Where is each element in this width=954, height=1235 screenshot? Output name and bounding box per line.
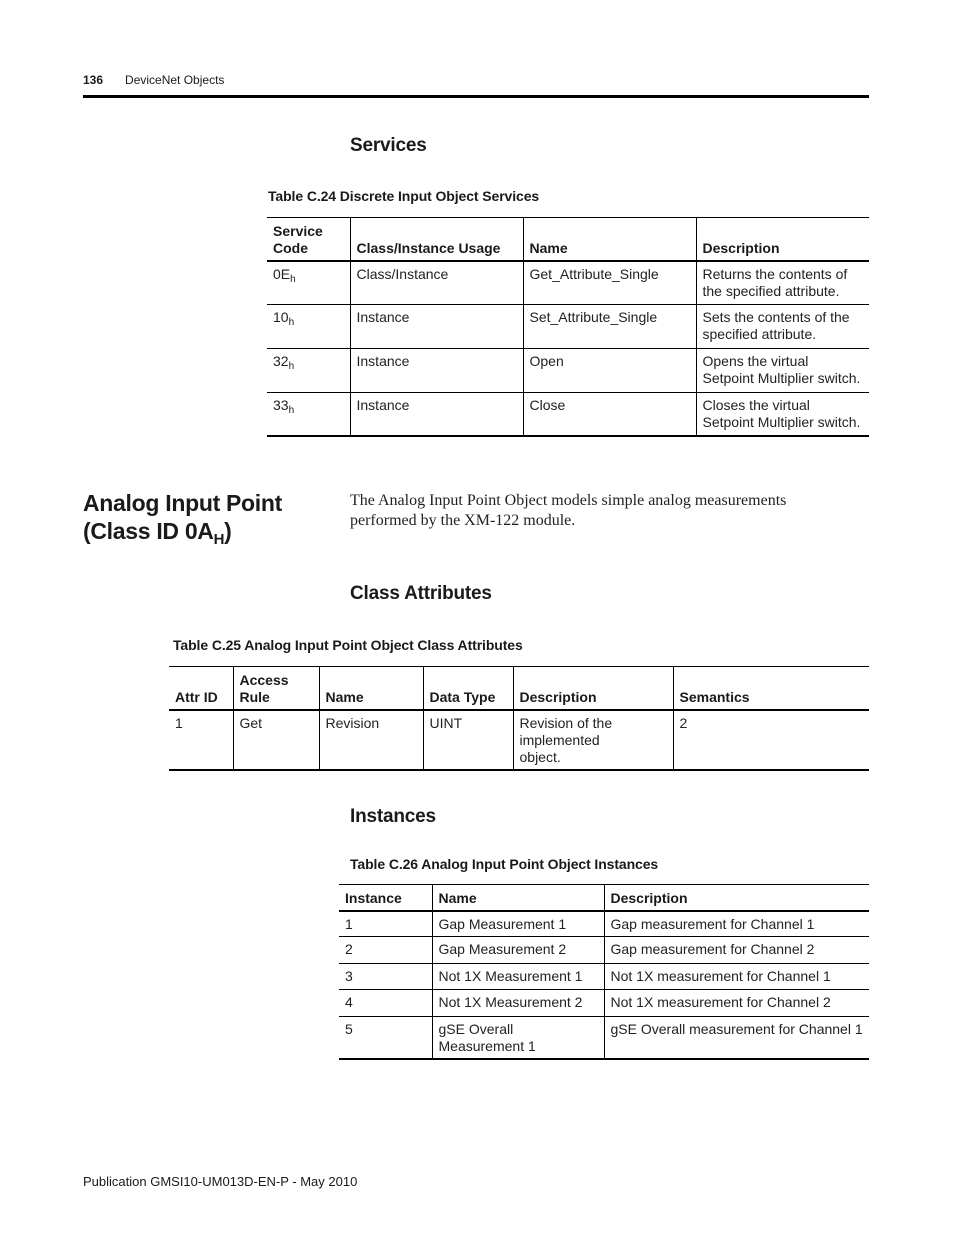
page-header	[83, 73, 224, 87]
services-table	[267, 217, 869, 437]
description-cell: Not 1X measurement for Channel 2	[604, 990, 869, 1017]
class-id-text: (Class ID 0A	[83, 518, 214, 544]
column-header: Description	[513, 667, 673, 710]
service-code: 33	[273, 397, 289, 413]
class-attributes-heading: Class Attributes	[350, 583, 492, 604]
intro-paragraph: The Analog Input Point Object models simple analog measurements performed by the XM-122 module.	[350, 492, 787, 529]
header-rule	[83, 95, 869, 98]
column-header: Name	[432, 885, 604, 911]
services-table-caption: Table C.24 Discrete Input Object Services	[268, 188, 540, 204]
section-title-line1: Analog Input Point	[83, 490, 283, 516]
service-code-cell	[267, 305, 350, 349]
table-header-row	[339, 885, 869, 911]
description-cell: Gap measurement for Channel 1	[604, 911, 869, 937]
data-type-cell: UINT	[423, 710, 513, 770]
column-header: Class/Instance Usage	[350, 218, 523, 261]
services-heading: Services	[350, 135, 427, 156]
description-cell: Revision of the implemented object.	[513, 710, 673, 770]
column-header: Name	[319, 667, 423, 710]
table-header-row	[169, 667, 869, 710]
hex-subscript: h	[288, 405, 295, 416]
column-header: Instance	[345, 889, 402, 906]
description-cell: Closes the virtual Setpoint Multiplier switch.	[696, 393, 869, 436]
table-row	[339, 937, 869, 964]
instance-cell: 3	[345, 968, 353, 984]
usage-cell: Instance	[350, 393, 523, 436]
column-header: Description	[696, 218, 869, 261]
table-row	[339, 911, 869, 937]
name-cell: Not 1X Measurement 1	[432, 964, 604, 990]
name-cell: Revision	[319, 710, 423, 770]
column-header: Data Type	[423, 667, 513, 710]
table-row	[267, 349, 869, 393]
hex-subscript: H	[213, 531, 225, 548]
table-row	[169, 710, 869, 770]
column-header: Access Rule	[233, 667, 319, 710]
name-cell: Gap Measurement 1	[432, 911, 604, 937]
description-cell: Returns the contents of the specified attribute.	[696, 261, 869, 305]
instances-table-caption: Table C.26 Analog Input Point Object Instances	[350, 856, 659, 872]
usage-cell: Class/Instance	[350, 261, 523, 305]
class-attributes-table	[169, 666, 869, 771]
column-header: Semantics	[673, 667, 869, 710]
instance-cell: 1	[345, 915, 353, 932]
table-header-row	[267, 218, 869, 261]
class-attributes-table-caption: Table C.25 Analog Input Point Object Class Attributes	[173, 637, 523, 653]
closing-paren: )	[224, 518, 232, 544]
access-rule-cell: Get	[233, 710, 319, 770]
table-row	[267, 305, 869, 349]
running-section-title: DeviceNet Objects	[125, 73, 225, 87]
description-cell: Opens the virtual Setpoint Multiplier switch.	[696, 349, 869, 393]
service-code-cell	[267, 393, 350, 436]
service-code-cell	[267, 261, 350, 305]
section-title-line2	[83, 517, 282, 548]
name-cell: Set_Attribute_Single	[523, 305, 696, 349]
instance-cell: 4	[345, 994, 353, 1010]
service-code: 32	[273, 353, 289, 369]
service-code: 0E	[273, 265, 291, 282]
usage-cell: Instance	[350, 349, 523, 393]
instances-heading: Instances	[350, 806, 436, 827]
hex-subscript: h	[290, 273, 296, 285]
name-cell: Close	[523, 393, 696, 436]
table-row	[267, 393, 869, 436]
attr-id-cell: 1	[175, 714, 183, 731]
description-cell: Sets the contents of the specified attribute.	[696, 305, 869, 349]
hex-subscript: h	[288, 361, 295, 372]
instance-cell: 2	[345, 941, 353, 957]
instance-cell: 5	[345, 1021, 353, 1037]
column-header: Name	[523, 218, 696, 261]
description-cell: Gap measurement for Channel 2	[604, 937, 869, 964]
column-header: Description	[604, 885, 869, 911]
table-row	[339, 990, 869, 1017]
service-code: 10	[273, 309, 289, 325]
table-row	[267, 261, 869, 305]
hex-subscript: h	[288, 317, 295, 328]
semantics-cell: 2	[673, 710, 869, 770]
name-cell: gSE Overall Measurement 1	[432, 1017, 604, 1060]
usage-cell: Instance	[350, 305, 523, 349]
name-cell: Open	[523, 349, 696, 393]
section-title	[83, 489, 283, 548]
column-header: Attr ID	[175, 688, 218, 705]
description-cell: Not 1X measurement for Channel 1	[604, 964, 869, 990]
publication-footer: Publication GMSI10-UM013D-EN-P - May 2010	[83, 1174, 358, 1189]
column-header: Service Code	[273, 222, 323, 256]
service-code-cell	[267, 349, 350, 393]
description-cell: gSE Overall measurement for Channel 1	[604, 1017, 869, 1060]
table-row	[339, 1017, 869, 1060]
page-number: 136	[83, 73, 104, 87]
table-row	[339, 964, 869, 990]
name-cell: Gap Measurement 2	[432, 937, 604, 964]
name-cell: Get_Attribute_Single	[523, 261, 696, 305]
name-cell: Not 1X Measurement 2	[432, 990, 604, 1017]
instances-table	[339, 884, 869, 1060]
